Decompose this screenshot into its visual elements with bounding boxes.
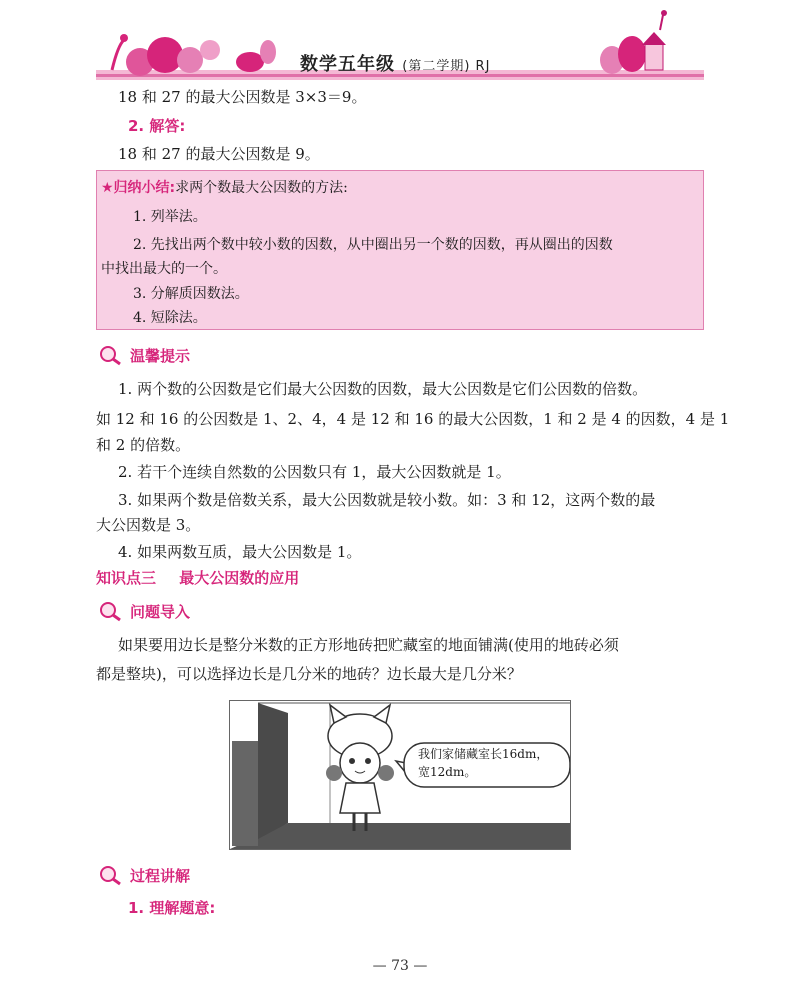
process-heading-row	[98, 862, 190, 888]
header-subtitle: (第二学期) RJ	[402, 59, 491, 74]
knowledge-title: 最大公因数的应用	[179, 569, 300, 587]
page-number: — 73 —	[372, 958, 428, 974]
tips-line: 4. 如果两数互质，最大公因数是 1。	[118, 543, 362, 561]
summary-title-row	[101, 177, 348, 199]
summary-title: ★归纳小结:	[101, 180, 176, 196]
storage-room-drawing	[230, 701, 570, 849]
problem-line: 如果要用边长是整分米数的正方形地砖把贮藏室的地面铺满(使用的地砖必须	[118, 636, 619, 654]
tips-line: 2. 若干个连续自然数的公因数只有 1，最大公因数就是 1。	[118, 463, 511, 481]
process-step-1: 1. 理解题意:	[128, 899, 216, 917]
knowledge-point	[96, 567, 299, 589]
knowledge-label: 知识点三	[96, 569, 157, 587]
magnifier-icon	[98, 600, 124, 622]
tips-line: 大公因数是 3。	[96, 516, 201, 534]
tips-line: 1. 两个数的公因数是它们最大公因数的因数，最大公因数是它们公因数的倍数。	[118, 380, 648, 398]
storage-room-illustration	[229, 700, 571, 850]
problem-line: 都是整块)，可以选择边长是几分米的地砖？边长最大是几分米？	[96, 665, 522, 683]
summary-item: 中找出最大的一个。	[101, 261, 227, 277]
problem-heading-row	[98, 598, 190, 624]
summary-box	[96, 170, 704, 330]
tips-line: 3. 如果两个数是倍数关系，最大公因数就是较小数。如：3 和 12，这两个数的最	[118, 491, 656, 509]
speech-line-2: 宽12dm。	[418, 765, 477, 779]
summary-title-rest: 求两个数最大公因数的方法:	[175, 180, 348, 196]
tips-heading: 温馨提示	[130, 346, 191, 365]
answer-label: 2. 解答:	[128, 117, 186, 135]
intro-line-2: 18 和 27 的最大公因数是 9。	[118, 145, 320, 163]
tips-line: 如 12 和 16 的公因数是 1、2、4，4 是 12 和 16 的最大公因数，1 和 2 是 4 的因数，4 是 1	[96, 410, 730, 428]
summary-item: 1. 列举法。	[133, 209, 207, 225]
header-title-main: 数学五年级	[300, 54, 395, 75]
summary-item: 4. 短除法。	[133, 310, 207, 326]
speech-line-1: 我们家储藏室长16dm，	[418, 747, 549, 761]
summary-item: 3. 分解质因数法。	[133, 286, 249, 302]
page-header	[0, 0, 800, 100]
magnifier-icon	[98, 864, 124, 886]
tips-line: 和 2 的倍数。	[96, 436, 191, 454]
header-title	[300, 50, 490, 76]
magnifier-icon	[98, 344, 124, 366]
summary-item: 2. 先找出两个数中较小数的因数，从中圈出另一个数的因数，再从圈出的因数	[133, 237, 613, 253]
problem-heading: 问题导入	[130, 602, 191, 621]
intro-line-1: 18 和 27 的最大公因数是 3×3＝9。	[118, 88, 367, 106]
tips-heading-row	[98, 342, 190, 368]
process-heading: 过程讲解	[130, 866, 191, 885]
